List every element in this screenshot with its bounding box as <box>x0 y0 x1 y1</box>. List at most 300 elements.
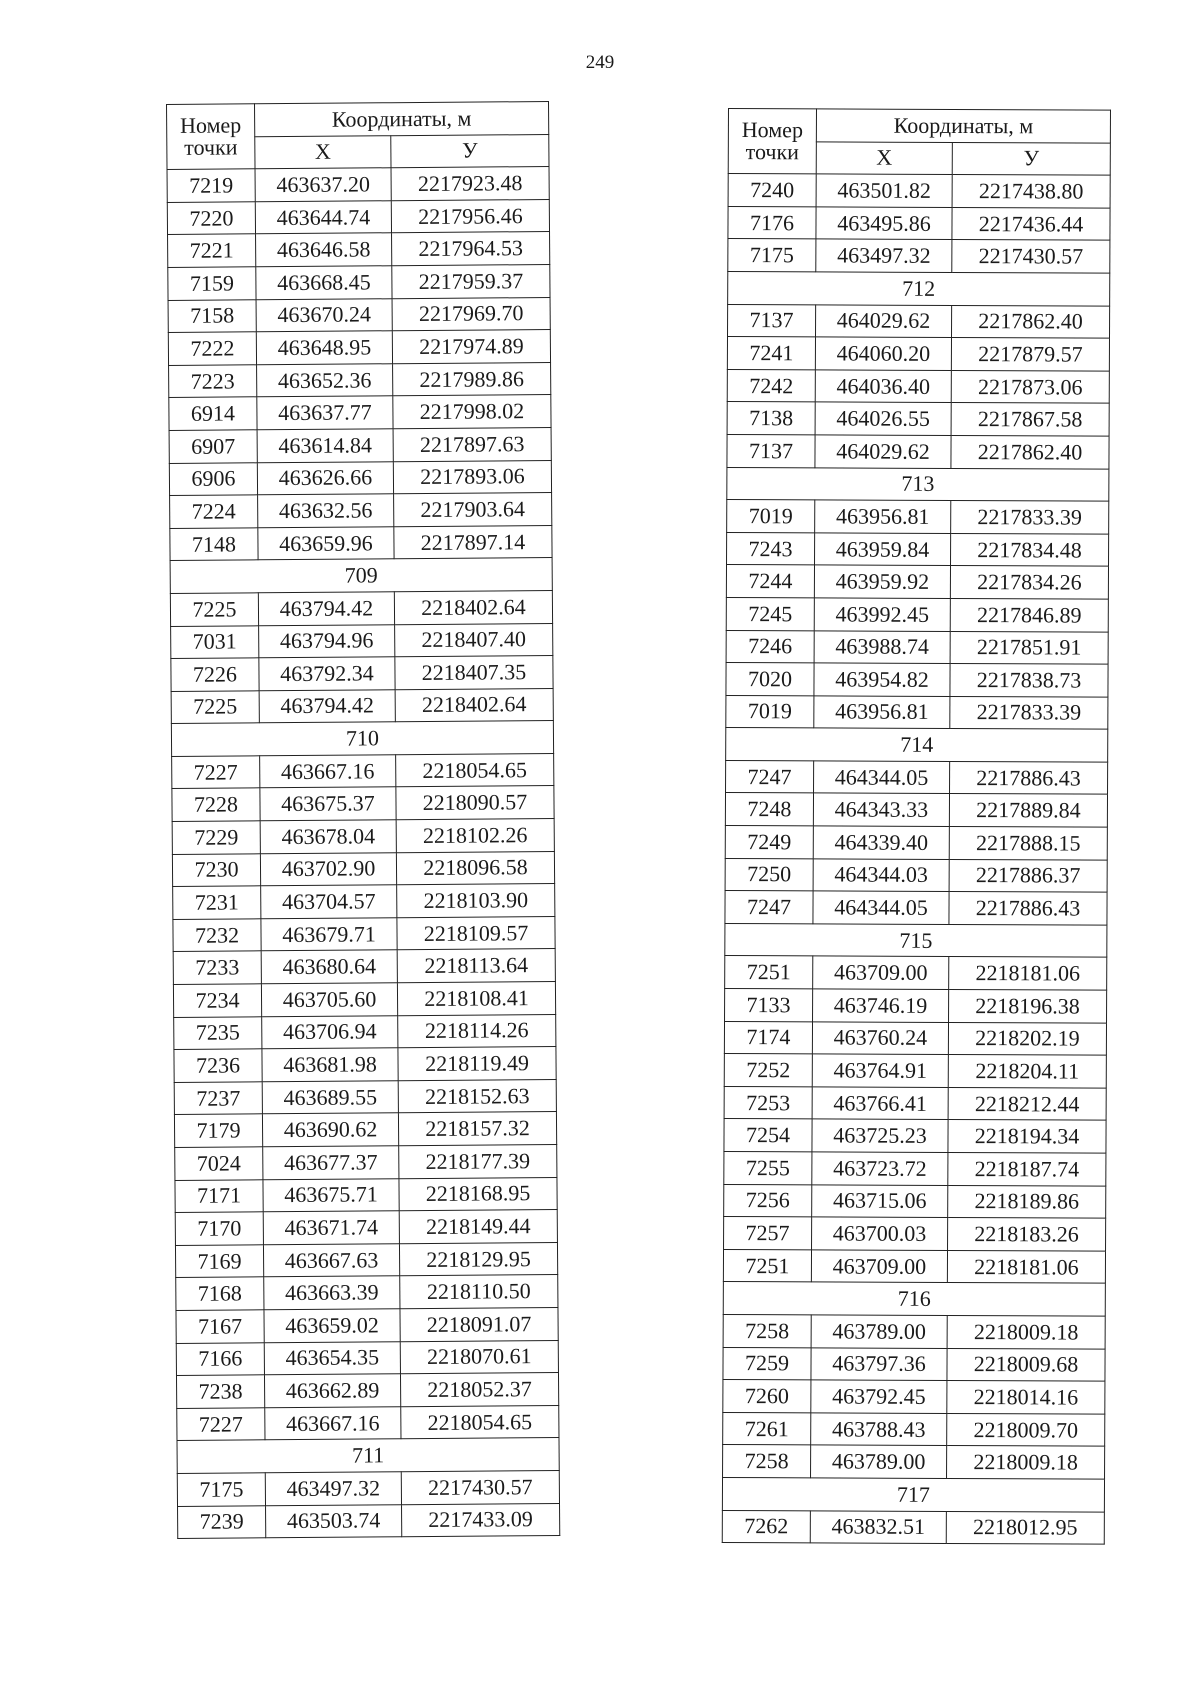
coordinates-table-right-body <box>722 174 1110 1545</box>
y-coordinate-cell: 2218204.11 <box>948 1055 1106 1088</box>
x-coordinate-cell: 463648.95 <box>256 331 392 365</box>
table-row <box>176 1275 558 1311</box>
point-number-cell: 6906 <box>169 462 257 495</box>
y-coordinate-cell: 2217886.37 <box>949 859 1107 892</box>
point-number-cell: 7227 <box>177 1408 265 1441</box>
table-row <box>726 565 1108 599</box>
coordinates-table-right <box>722 108 1111 1545</box>
section-row <box>726 728 1108 762</box>
table-row <box>727 337 1109 371</box>
x-coordinate-cell: 463681.98 <box>262 1048 398 1082</box>
point-number-cell: 7031 <box>171 625 259 658</box>
table-row <box>724 1119 1106 1153</box>
table-row <box>727 532 1109 566</box>
table-row <box>722 1510 1104 1544</box>
x-coordinate-cell: 464036.40 <box>815 370 951 403</box>
y-coordinate-cell: 2217886.43 <box>950 761 1108 794</box>
table-row <box>724 1021 1106 1055</box>
x-coordinate-cell: 463646.58 <box>256 233 392 267</box>
point-number-cell: 7242 <box>727 369 815 402</box>
x-coordinate-cell: 463690.62 <box>262 1113 398 1147</box>
y-coordinate-cell: 2218114.26 <box>398 1014 556 1048</box>
table-row <box>169 395 551 431</box>
y-coordinate-cell: 2217903.64 <box>394 493 552 527</box>
y-coordinate-cell: 2218187.74 <box>948 1152 1106 1185</box>
x-coordinate-cell: 463662.89 <box>264 1374 400 1408</box>
coordinates-table-left <box>166 101 560 1539</box>
y-coordinate-cell: 2217862.40 <box>952 305 1110 338</box>
x-coordinate-cell: 463667.16 <box>260 755 396 789</box>
x-coordinate-cell: 463992.45 <box>814 598 950 631</box>
x-coordinate-cell: 463956.81 <box>814 696 950 729</box>
point-number-cell: 7175 <box>177 1473 265 1506</box>
point-number-cell: 7262 <box>722 1510 810 1543</box>
point-number-cell: 7234 <box>173 984 261 1017</box>
table-row <box>723 1380 1105 1414</box>
x-coordinate-cell: 463746.19 <box>813 989 949 1022</box>
y-column-header: У <box>391 134 549 168</box>
table-row <box>170 590 552 626</box>
x-coordinate-cell: 463956.81 <box>815 500 951 533</box>
y-coordinate-cell: 2217846.89 <box>950 598 1108 631</box>
section-row <box>170 558 552 594</box>
y-coordinate-cell: 2217862.40 <box>951 435 1109 468</box>
y-column-header: У <box>952 142 1110 175</box>
y-coordinate-cell: 2218012.95 <box>946 1511 1104 1544</box>
y-coordinate-cell: 2218152.63 <box>398 1079 556 1113</box>
table-row <box>168 264 550 300</box>
table-row <box>169 362 551 398</box>
x-coordinate-cell: 463794.42 <box>259 689 395 723</box>
point-number-cell: 7229 <box>172 821 260 854</box>
y-coordinate-cell: 2218070.61 <box>400 1340 558 1374</box>
x-column-header: X <box>816 141 952 174</box>
table-row <box>173 884 555 920</box>
y-coordinate-cell: 2217438.80 <box>952 175 1110 208</box>
table-row <box>173 916 555 952</box>
section-row <box>725 923 1107 957</box>
y-coordinate-cell: 2217989.86 <box>393 362 551 396</box>
y-coordinate-cell: 2218090.57 <box>396 786 554 820</box>
point-number-cell: 7222 <box>168 332 256 365</box>
x-coordinate-cell: 464344.05 <box>814 761 950 794</box>
y-coordinate-cell: 2217959.37 <box>392 264 550 298</box>
x-coordinate-cell: 463792.45 <box>811 1380 947 1413</box>
x-coordinate-cell: 463663.39 <box>264 1276 400 1310</box>
section-number: 713 <box>727 467 1109 501</box>
point-number-cell: 7247 <box>726 760 814 793</box>
table-row <box>724 1217 1106 1251</box>
section-number: 714 <box>726 728 1108 762</box>
y-coordinate-cell: 2218183.26 <box>948 1218 1106 1251</box>
x-coordinate-cell: 464339.40 <box>813 826 949 859</box>
x-coordinate-cell: 463715.06 <box>812 1184 948 1217</box>
y-coordinate-cell: 2218102.26 <box>396 819 554 853</box>
point-number-cell: 7137 <box>727 434 815 467</box>
x-coordinate-cell: 463954.82 <box>814 663 950 696</box>
x-coordinate-cell: 463667.16 <box>265 1406 401 1440</box>
point-number-cell: 7169 <box>175 1245 263 1278</box>
x-coordinate-cell: 463497.32 <box>265 1472 401 1506</box>
y-coordinate-cell: 2218202.19 <box>948 1022 1106 1055</box>
x-coordinate-cell: 463501.82 <box>816 174 952 207</box>
section-row <box>728 271 1110 305</box>
y-coordinate-cell: 2218103.90 <box>397 884 555 918</box>
section-row <box>722 1477 1104 1511</box>
point-number-cell: 7225 <box>171 690 259 723</box>
coordinates-table-left-body <box>167 167 560 1539</box>
table-row <box>176 1373 558 1409</box>
x-coordinate-cell: 463677.37 <box>263 1146 399 1180</box>
point-number-cell: 7019 <box>726 695 814 728</box>
x-coordinate-cell: 463832.51 <box>810 1510 946 1543</box>
point-number-header <box>167 104 256 170</box>
table-row <box>168 330 550 366</box>
x-coordinate-cell: 463789.00 <box>811 1445 947 1478</box>
x-coordinate-cell: 463704.57 <box>261 885 397 919</box>
x-coordinate-cell: 464343.33 <box>813 793 949 826</box>
point-number-cell: 7224 <box>170 495 258 528</box>
point-number-cell: 7258 <box>723 1445 811 1478</box>
y-coordinate-cell: 2217974.89 <box>392 330 550 364</box>
table-row <box>172 753 554 789</box>
x-coordinate-cell: 463764.91 <box>812 1054 948 1087</box>
point-number-cell: 7231 <box>173 886 261 919</box>
table-row <box>725 989 1107 1023</box>
section-number: 715 <box>725 923 1107 957</box>
x-coordinate-cell: 463988.74 <box>814 630 950 663</box>
point-number-cell: 7159 <box>168 267 256 300</box>
point-number-cell: 7175 <box>728 239 816 272</box>
x-coordinate-cell: 463659.02 <box>264 1309 400 1343</box>
y-coordinate-cell: 2217430.57 <box>952 240 1110 273</box>
table-row <box>174 1014 556 1050</box>
y-coordinate-cell: 2218181.06 <box>949 957 1107 990</box>
point-number-cell: 7225 <box>170 593 258 626</box>
point-number-cell: 7220 <box>167 202 255 235</box>
x-coordinate-cell: 464060.20 <box>815 337 951 370</box>
point-number-cell: 7251 <box>725 956 813 989</box>
table-row <box>725 956 1107 990</box>
table-row <box>725 858 1107 892</box>
point-number-cell: 7230 <box>172 853 260 886</box>
point-number-cell: 7138 <box>727 402 815 435</box>
y-coordinate-cell: 2218407.40 <box>395 623 553 657</box>
x-coordinate-cell: 463671.74 <box>263 1211 399 1245</box>
point-number-cell: 7248 <box>725 793 813 826</box>
x-column-header: X <box>255 135 391 169</box>
point-number-cell: 7228 <box>172 788 260 821</box>
y-coordinate-cell: 2217834.48 <box>951 533 1109 566</box>
table-row <box>174 1047 556 1083</box>
y-coordinate-cell: 2217838.73 <box>950 664 1108 697</box>
point-number-cell: 7024 <box>175 1147 263 1180</box>
table-row <box>176 1340 558 1376</box>
table-row <box>172 819 554 855</box>
point-number-cell: 7137 <box>728 304 816 337</box>
point-number-cell: 7257 <box>724 1217 812 1250</box>
point-number-cell: 7158 <box>168 299 256 332</box>
table-row <box>172 786 554 822</box>
x-coordinate-cell: 463725.23 <box>812 1119 948 1152</box>
table-row <box>724 1086 1106 1120</box>
point-number-cell: 7238 <box>176 1375 264 1408</box>
x-coordinate-cell: 463497.32 <box>816 239 952 272</box>
x-coordinate-cell: 463659.96 <box>258 526 394 560</box>
y-coordinate-cell: 2218009.18 <box>947 1446 1105 1479</box>
table-row <box>177 1470 559 1506</box>
x-coordinate-cell: 463680.64 <box>261 950 397 984</box>
point-number-cell: 7253 <box>724 1086 812 1119</box>
y-coordinate-cell: 2217833.39 <box>950 696 1108 729</box>
table-row <box>174 1079 556 1115</box>
point-number-cell: 7167 <box>176 1310 264 1343</box>
point-number-cell: 7227 <box>172 756 260 789</box>
table-row <box>167 199 549 235</box>
point-number-cell: 7260 <box>723 1380 811 1413</box>
section-number: 716 <box>723 1282 1105 1316</box>
y-coordinate-cell: 2217964.53 <box>392 232 550 266</box>
point-number-cell: 7176 <box>728 206 816 239</box>
table-row <box>176 1307 558 1343</box>
x-coordinate-cell: 463667.63 <box>263 1243 399 1277</box>
point-number-cell: 7246 <box>726 630 814 663</box>
coordinates-header: Координаты, м <box>255 101 549 136</box>
y-coordinate-cell: 2217833.39 <box>951 501 1109 534</box>
point-number-cell: 7256 <box>724 1184 812 1217</box>
x-coordinate-cell: 464344.03 <box>813 859 949 892</box>
table-row <box>175 1177 557 1213</box>
table-row <box>167 167 549 203</box>
y-coordinate-cell: 2218113.64 <box>397 949 555 983</box>
table-row <box>175 1242 557 1278</box>
point-number-cell: 7255 <box>724 1151 812 1184</box>
x-coordinate-cell: 463678.04 <box>260 820 396 854</box>
point-number-cell: 7223 <box>169 365 257 398</box>
coordinates-header: Координаты, м <box>816 109 1110 143</box>
table-row <box>728 304 1110 338</box>
y-coordinate-cell: 2218009.68 <box>947 1348 1105 1381</box>
y-coordinate-cell: 2218110.50 <box>400 1275 558 1309</box>
y-coordinate-cell: 2217998.02 <box>393 395 551 429</box>
table-row <box>726 597 1108 631</box>
section-row <box>727 467 1109 501</box>
table-row <box>171 656 553 692</box>
point-number-cell: 7261 <box>723 1412 811 1445</box>
table-row <box>175 1210 557 1246</box>
table-row <box>170 493 552 529</box>
point-number-cell: 7251 <box>723 1249 811 1282</box>
point-number-cell: 7240 <box>728 174 816 207</box>
x-coordinate-cell: 463788.43 <box>811 1413 947 1446</box>
x-coordinate-cell: 463700.03 <box>812 1217 948 1250</box>
y-coordinate-cell: 2217969.70 <box>392 297 550 331</box>
table-row <box>725 891 1107 925</box>
point-number-header-line1: Номер <box>741 117 804 143</box>
table-row <box>723 1249 1105 1283</box>
point-number-cell: 7133 <box>725 989 813 1022</box>
point-number-cell: 7249 <box>725 826 813 859</box>
x-coordinate-cell: 463794.96 <box>259 624 395 658</box>
x-coordinate-cell: 463626.66 <box>257 461 393 495</box>
point-number-cell: 7219 <box>167 169 255 202</box>
point-number-cell: 7166 <box>176 1342 264 1375</box>
table-row <box>723 1445 1105 1479</box>
y-coordinate-cell: 2217956.46 <box>391 199 549 233</box>
table-row <box>726 630 1108 664</box>
point-number-cell: 7236 <box>174 1049 262 1082</box>
y-coordinate-cell: 2218096.58 <box>396 851 554 885</box>
y-coordinate-cell: 2218052.37 <box>400 1373 558 1407</box>
table-row <box>728 239 1110 273</box>
y-coordinate-cell: 2217897.14 <box>394 525 552 559</box>
point-number-cell: 7259 <box>723 1347 811 1380</box>
y-coordinate-cell: 2218189.86 <box>948 1185 1106 1218</box>
table-row <box>725 826 1107 860</box>
table-row <box>727 434 1109 468</box>
table-row <box>727 500 1109 534</box>
y-coordinate-cell: 2217897.63 <box>393 427 551 461</box>
point-number-cell: 7247 <box>725 891 813 924</box>
x-coordinate-cell: 463959.84 <box>815 533 951 566</box>
point-number-header-line1: Номер <box>179 112 242 138</box>
y-coordinate-cell: 2218177.39 <box>399 1144 557 1178</box>
point-number-cell: 7244 <box>726 565 814 598</box>
y-coordinate-cell: 2217886.43 <box>949 892 1107 925</box>
x-coordinate-cell: 463632.56 <box>258 494 394 528</box>
point-number-cell: 7171 <box>175 1179 263 1212</box>
y-coordinate-cell: 2218091.07 <box>400 1307 558 1341</box>
point-number-cell: 7170 <box>175 1212 263 1245</box>
y-coordinate-cell: 2218194.34 <box>948 1120 1106 1153</box>
x-coordinate-cell: 463760.24 <box>812 1022 948 1055</box>
point-number-cell: 7243 <box>727 532 815 565</box>
point-number-header-line2: точки <box>745 139 800 165</box>
section-number: 711 <box>177 1438 559 1474</box>
point-number-cell: 7179 <box>174 1114 262 1147</box>
y-coordinate-cell: 2217430.57 <box>401 1470 559 1504</box>
x-coordinate-cell: 463689.55 <box>262 1081 398 1115</box>
x-coordinate-cell: 463644.74 <box>255 201 391 235</box>
x-coordinate-cell: 463709.00 <box>811 1250 947 1283</box>
table-row <box>177 1405 559 1441</box>
y-coordinate-cell: 2218108.41 <box>397 981 555 1015</box>
table-row <box>168 232 550 268</box>
table-row <box>723 1347 1105 1381</box>
point-number-cell: 7252 <box>724 1054 812 1087</box>
x-coordinate-cell: 463675.37 <box>260 787 396 821</box>
y-coordinate-cell: 2217879.57 <box>951 338 1109 371</box>
y-coordinate-cell: 2218009.70 <box>947 1413 1105 1446</box>
table-row <box>724 1151 1106 1185</box>
table-row <box>178 1503 560 1539</box>
x-coordinate-cell: 463637.20 <box>255 168 391 202</box>
section-row <box>171 721 553 757</box>
x-coordinate-cell: 463503.74 <box>266 1504 402 1538</box>
y-coordinate-cell: 2218168.95 <box>399 1177 557 1211</box>
y-coordinate-cell: 2218014.16 <box>947 1381 1105 1414</box>
table-row <box>723 1412 1105 1446</box>
x-coordinate-cell: 464026.55 <box>815 402 951 435</box>
y-coordinate-cell: 2217888.15 <box>949 827 1107 860</box>
point-number-cell: 7226 <box>171 658 259 691</box>
point-number-cell: 7221 <box>168 234 256 267</box>
section-row <box>177 1438 559 1474</box>
x-coordinate-cell: 463679.71 <box>261 918 397 952</box>
point-number-cell: 7235 <box>174 1016 262 1049</box>
x-coordinate-cell: 463705.60 <box>261 983 397 1017</box>
point-number-cell: 6914 <box>169 397 257 430</box>
y-coordinate-cell: 2218009.18 <box>947 1315 1105 1348</box>
y-coordinate-cell: 2217873.06 <box>951 370 1109 403</box>
table-row <box>725 793 1107 827</box>
y-coordinate-cell: 2217834.26 <box>950 566 1108 599</box>
y-coordinate-cell: 2218407.35 <box>395 656 553 690</box>
y-coordinate-cell: 2217893.06 <box>393 460 551 494</box>
y-coordinate-cell: 2218212.44 <box>948 1087 1106 1120</box>
table-row <box>175 1144 557 1180</box>
y-coordinate-cell: 2218402.64 <box>395 688 553 722</box>
point-number-cell: 7174 <box>724 1021 812 1054</box>
point-number-cell: 7258 <box>723 1314 811 1347</box>
table-row <box>171 688 553 724</box>
section-number: 709 <box>170 558 552 594</box>
x-coordinate-cell: 463723.72 <box>812 1152 948 1185</box>
y-coordinate-cell: 2218181.06 <box>947 1250 1105 1283</box>
point-number-cell: 7241 <box>727 337 815 370</box>
x-coordinate-cell: 463789.00 <box>811 1315 947 1348</box>
table-row <box>168 297 550 333</box>
y-coordinate-cell: 2217851.91 <box>950 631 1108 664</box>
point-number-cell: 7250 <box>725 858 813 891</box>
x-coordinate-cell: 463792.34 <box>259 657 395 691</box>
table-row <box>726 663 1108 697</box>
table-row <box>174 1112 556 1148</box>
point-number-cell: 7237 <box>174 1082 262 1115</box>
table-row <box>726 760 1108 794</box>
y-coordinate-cell: 2217923.48 <box>391 167 549 201</box>
x-coordinate-cell: 463670.24 <box>256 298 392 332</box>
x-coordinate-cell: 463959.92 <box>814 565 950 598</box>
x-coordinate-cell: 463675.71 <box>263 1178 399 1212</box>
point-number-cell: 7148 <box>170 528 258 561</box>
x-coordinate-cell: 463654.35 <box>264 1341 400 1375</box>
table-row <box>173 981 555 1017</box>
table-row <box>724 1054 1106 1088</box>
point-number-header <box>728 109 816 175</box>
section-number: 717 <box>722 1477 1104 1511</box>
x-coordinate-cell: 463797.36 <box>811 1347 947 1380</box>
table-row <box>727 402 1109 436</box>
y-coordinate-cell: 2218129.95 <box>399 1242 557 1276</box>
x-coordinate-cell: 463766.41 <box>812 1087 948 1120</box>
table-row <box>724 1184 1106 1218</box>
table-row <box>169 460 551 496</box>
y-coordinate-cell: 2218119.49 <box>398 1047 556 1081</box>
x-coordinate-cell: 464344.05 <box>813 891 949 924</box>
point-number-cell: 7020 <box>726 663 814 696</box>
point-number-cell: 7233 <box>173 951 261 984</box>
point-number-cell: 7232 <box>173 919 261 952</box>
point-number-cell: 7239 <box>178 1505 266 1538</box>
point-number-cell: 7019 <box>727 500 815 533</box>
y-coordinate-cell: 2218196.38 <box>949 990 1107 1023</box>
table-row <box>173 949 555 985</box>
point-number-cell: 7254 <box>724 1119 812 1152</box>
page-number: 249 <box>585 52 615 73</box>
y-coordinate-cell: 2217436.44 <box>952 207 1110 240</box>
point-number-cell: 6907 <box>169 430 257 463</box>
